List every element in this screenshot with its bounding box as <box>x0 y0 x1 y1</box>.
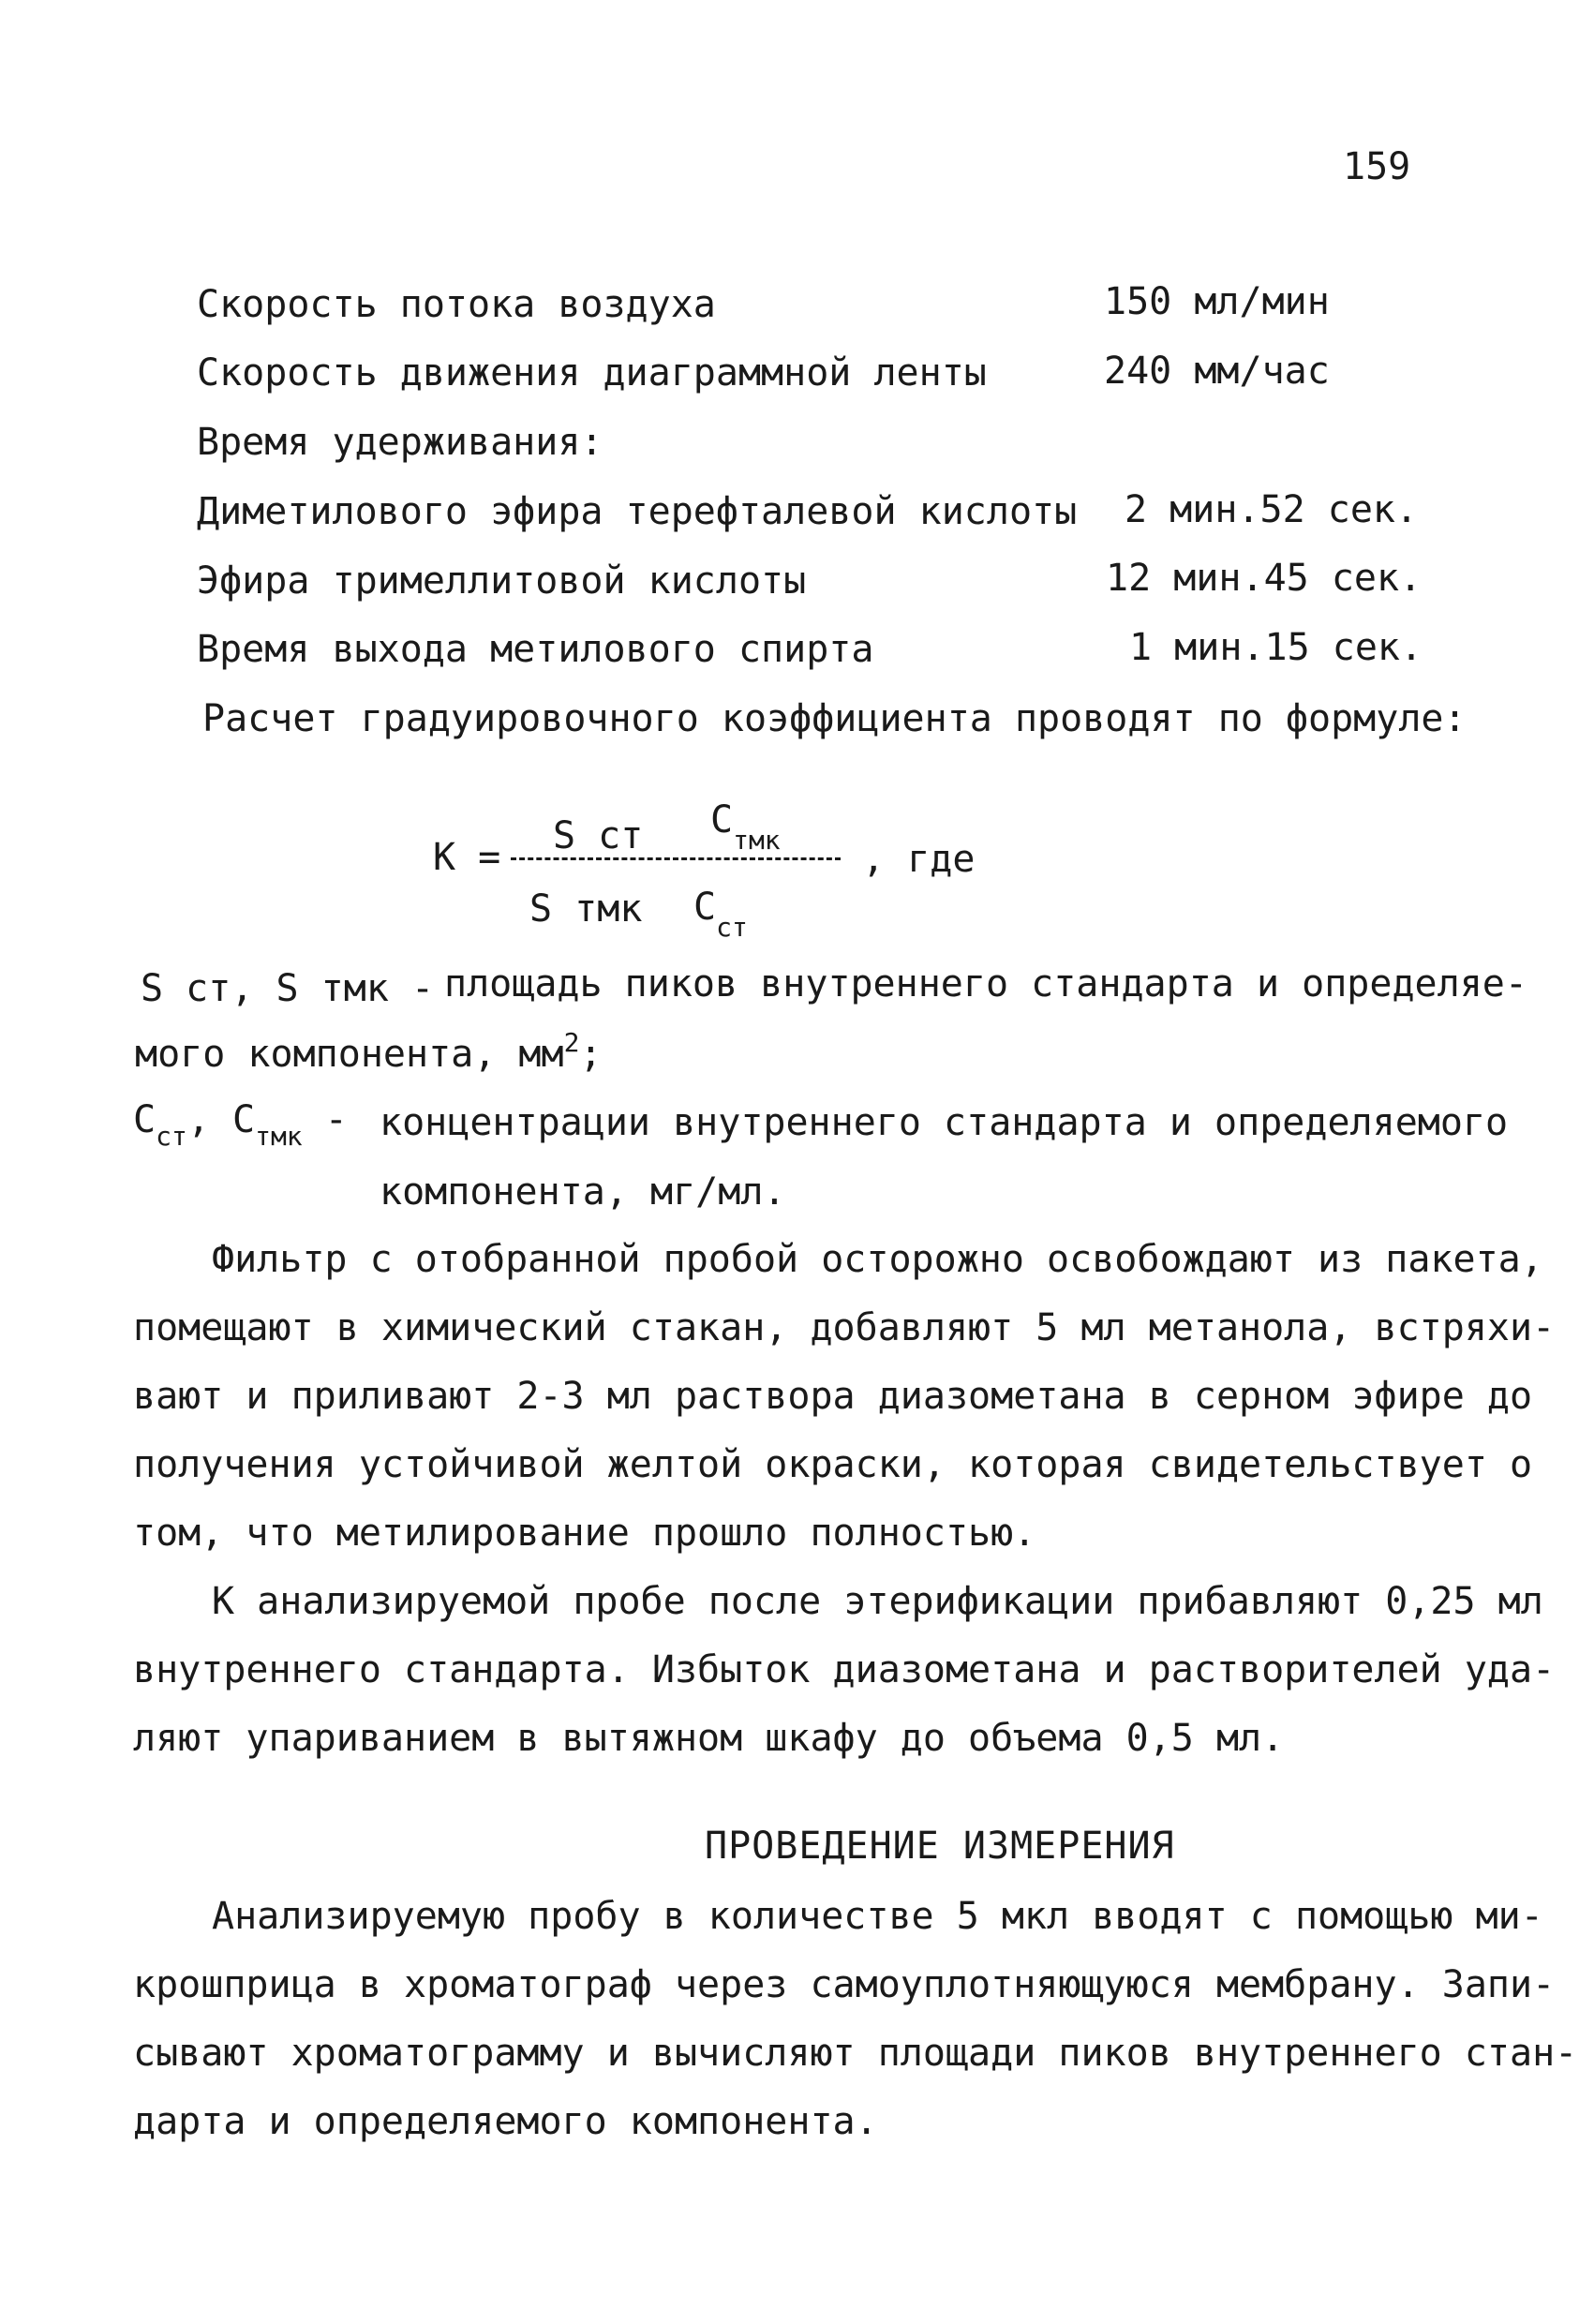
subscript: тмк <box>733 825 781 856</box>
retention-value: 12 мин.45 сек. <box>1106 557 1423 600</box>
formula-intro: Расчет градуировочного коэффициента проводят по формуле: <box>202 697 1467 740</box>
subscript: ст <box>156 1121 187 1152</box>
subscript: ст <box>716 912 748 943</box>
paragraph-line: дарта и определяемого компонента. <box>133 2100 878 2143</box>
section-heading: ПРОВЕДЕНИЕ ИЗМЕРЕНИЯ <box>705 1825 1175 1868</box>
param-value: 150 мл/мин <box>1104 280 1330 323</box>
definition-symbols: S ст, S тмк - <box>141 967 435 1010</box>
retention-value: 1 мин.15 сек. <box>1129 626 1423 669</box>
paragraph-line: К анализируемой пробе после этерификации прибавляют 0,25 мл <box>212 1580 1543 1623</box>
superscript: 2 <box>563 1027 580 1058</box>
formula-suffix: , где <box>862 838 976 881</box>
paragraph-line: вают и приливают 2-3 мл раствора диазометана в серном эфире до <box>133 1375 1533 1418</box>
paragraph-line: получения устойчивой желтой окраски, которая свидетельствует о <box>133 1443 1533 1486</box>
param-value: 240 мм/час <box>1104 350 1330 393</box>
paragraph-line: Фильтр с отобранной пробой осторожно освобождают из пакета, <box>212 1238 1543 1281</box>
formula-numerator-right: $C_{тмк}$ <box>710 798 781 856</box>
paragraph-line: крошприца в хроматограф через самоуплотняющуюся мембрану. Запи- <box>133 1963 1556 2006</box>
retention-value: 2 мин.52 сек. <box>1125 488 1419 531</box>
definition-text: компонента, мг/мл. <box>380 1170 786 1214</box>
fraction-bar <box>511 857 841 860</box>
retention-label: Диметилового эфира терефталевой кислоты <box>197 490 1078 533</box>
definition-text: мого компонента, $мм^2$; <box>135 1027 603 1076</box>
retention-label: Эфира тримеллитовой кислоты <box>197 559 807 603</box>
definition-text: площадь пиков внутреннего стандарта и определяе- <box>444 962 1527 1006</box>
definition-text: концентрации внутреннего стандарта и определяемого <box>380 1101 1509 1144</box>
formula-lhs: K = <box>433 836 501 879</box>
paragraph-line: помещают в химический стакан, добавляют 5 мл метанола, встряхи- <box>133 1306 1556 1349</box>
retention-heading: Время удерживания: <box>197 421 603 464</box>
paragraph-line: том, что метилирование прошло полностью. <box>133 1512 1036 1555</box>
formula-denominator-left: S тмк <box>529 887 643 931</box>
paragraph-line: Анализируемую пробу в количестве 5 мкл вводят с помощью ми- <box>212 1895 1543 1938</box>
paragraph-line: внутреннего стандарта. Избыток диазометана и растворителей уда- <box>133 1648 1556 1691</box>
formula-numerator-left: S ст <box>553 814 644 857</box>
paragraph-line: ляют упариванием в вытяжном шкафу до объема 0,5 мл. <box>133 1717 1285 1760</box>
page-number: 159 <box>1343 145 1411 188</box>
param-label: Скорость движения диаграммной ленты <box>197 351 987 395</box>
formula-denominator-right: $C_{ст}$ <box>693 886 748 943</box>
subscript: тмк <box>255 1121 303 1152</box>
param-label: Скорость потока воздуха <box>197 283 716 326</box>
paragraph-line: сывают хроматограмму и вычисляют площади пиков внутреннего стан- <box>133 2032 1578 2075</box>
definition-symbols: $C_{ст}$, $C_{тмк}$ - <box>133 1098 348 1152</box>
retention-label: Время выхода метилового спирта <box>197 628 874 671</box>
